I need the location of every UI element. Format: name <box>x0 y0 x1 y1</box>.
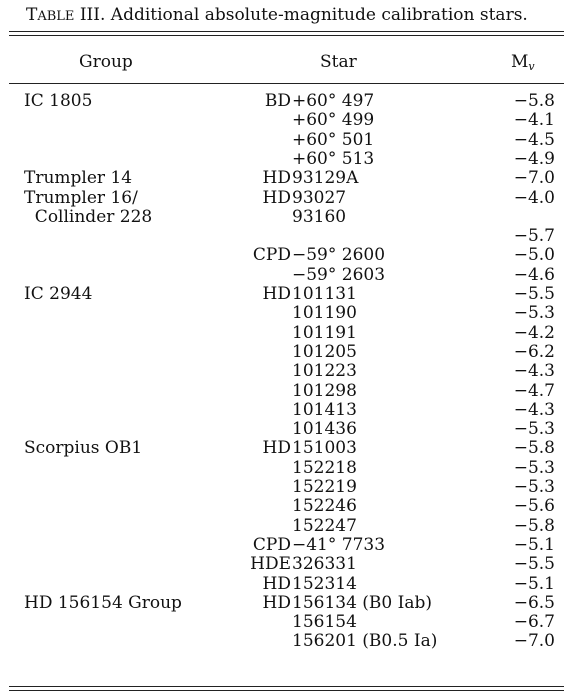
mv-cell: −5.8 <box>513 516 555 536</box>
star-designation: 152247 <box>292 516 357 536</box>
star-designation: 151003 <box>292 438 357 458</box>
header-star: Star <box>320 52 357 72</box>
star-designation: −59° 2600 <box>292 245 386 265</box>
star-designation: 101131 <box>292 284 357 304</box>
star-designation: 101205 <box>292 342 357 362</box>
star-designation: 101298 <box>292 381 357 401</box>
star-designation: 156134 (B0 Iab) <box>292 593 433 613</box>
star-designation: +60° 501 <box>292 130 375 150</box>
bottom-rule-1 <box>9 686 564 687</box>
star-designation: 93027 <box>292 188 347 208</box>
header-mv <box>511 52 535 73</box>
star-designation: 101190 <box>292 303 357 323</box>
star-designation: 326331 <box>292 554 357 574</box>
mv-cell: −4.7 <box>513 381 555 401</box>
table-caption <box>26 5 566 25</box>
mv-cell: −5.7 <box>513 226 555 246</box>
mv-cell: −6.2 <box>513 342 555 362</box>
header-mv-main: M <box>511 52 529 72</box>
mv-cell: −7.0 <box>513 631 555 651</box>
star-designation: 152314 <box>292 574 357 594</box>
mv-cell: −4.3 <box>513 400 555 420</box>
star-designation: −41° 7733 <box>292 535 386 555</box>
mv-cell: −4.0 <box>513 188 555 208</box>
top-rule-2 <box>9 35 564 36</box>
caption-label-smallcaps: ABLE <box>37 9 75 24</box>
mv-cell: −4.1 <box>513 110 555 130</box>
star-designation: +60° 513 <box>292 149 375 169</box>
mv-cell: −5.0 <box>513 245 555 265</box>
top-rule-1 <box>9 31 564 32</box>
header-rule <box>9 83 564 84</box>
header-mv-subscript: v <box>528 60 535 73</box>
star-catalog-prefix: BD <box>264 91 291 111</box>
mv-cell: −6.7 <box>513 612 555 632</box>
mv-cell: −5.6 <box>513 496 555 516</box>
mv-cell: −7.0 <box>513 168 555 188</box>
group-cell: Trumpler 16/ <box>24 188 138 208</box>
star-designation: 93160 <box>292 207 347 227</box>
star-catalog-prefix: HD <box>262 574 291 594</box>
star-designation: +60° 499 <box>292 110 375 130</box>
mv-cell: −5.3 <box>513 419 555 439</box>
group-cell: Collinder 228 <box>24 207 153 227</box>
caption-label-initial: T <box>26 5 38 25</box>
star-catalog-prefix: HD <box>262 438 291 458</box>
star-designation: 93129A <box>292 168 359 188</box>
mv-cell: −5.3 <box>513 303 555 323</box>
star-designation: 101191 <box>292 323 357 343</box>
star-designation: 152219 <box>292 477 357 497</box>
star-catalog-prefix: HDE <box>250 554 291 574</box>
star-catalog-prefix: CPD <box>252 245 291 265</box>
group-cell: IC 2944 <box>24 284 93 304</box>
star-designation: 156201 (B0.5 Ia) <box>292 631 438 651</box>
star-designation: +60° 497 <box>292 91 375 111</box>
star-catalog-prefix: HD <box>262 593 291 613</box>
mv-cell: −5.1 <box>513 574 555 594</box>
star-catalog-prefix: HD <box>262 284 291 304</box>
mv-cell: −5.1 <box>513 535 555 555</box>
mv-cell: −5.3 <box>513 477 555 497</box>
star-catalog-prefix: HD <box>262 168 291 188</box>
mv-cell: −4.9 <box>513 149 555 169</box>
mv-cell: −5.3 <box>513 458 555 478</box>
mv-cell: −4.6 <box>513 265 555 285</box>
bottom-rule-2 <box>9 690 564 691</box>
caption-text: Additional absolute-magnitude calibration stars. <box>105 5 528 25</box>
star-designation: 152246 <box>292 496 357 516</box>
mv-cell: −4.3 <box>513 361 555 381</box>
mv-cell: −5.8 <box>513 91 555 111</box>
star-designation: 152218 <box>292 458 357 478</box>
mv-cell: −6.5 <box>513 593 555 613</box>
group-cell: HD 156154 Group <box>24 593 182 613</box>
mv-cell: −5.5 <box>513 554 555 574</box>
group-cell: IC 1805 <box>24 91 93 111</box>
star-designation: 101413 <box>292 400 357 420</box>
mv-cell: −5.5 <box>513 284 555 304</box>
star-designation: 156154 <box>292 612 357 632</box>
mv-cell: −4.5 <box>513 130 555 150</box>
mv-cell: −5.8 <box>513 438 555 458</box>
group-cell: Scorpius OB1 <box>24 438 143 458</box>
star-catalog-prefix: HD <box>262 188 291 208</box>
group-cell: Trumpler 14 <box>24 168 133 188</box>
star-designation: 101436 <box>292 419 357 439</box>
caption-label-number: III. <box>74 5 106 25</box>
star-catalog-prefix: CPD <box>252 535 291 555</box>
star-designation: −59° 2603 <box>292 265 386 285</box>
star-designation: 101223 <box>292 361 357 381</box>
header-group: Group <box>79 52 133 72</box>
mv-cell: −4.2 <box>513 323 555 343</box>
